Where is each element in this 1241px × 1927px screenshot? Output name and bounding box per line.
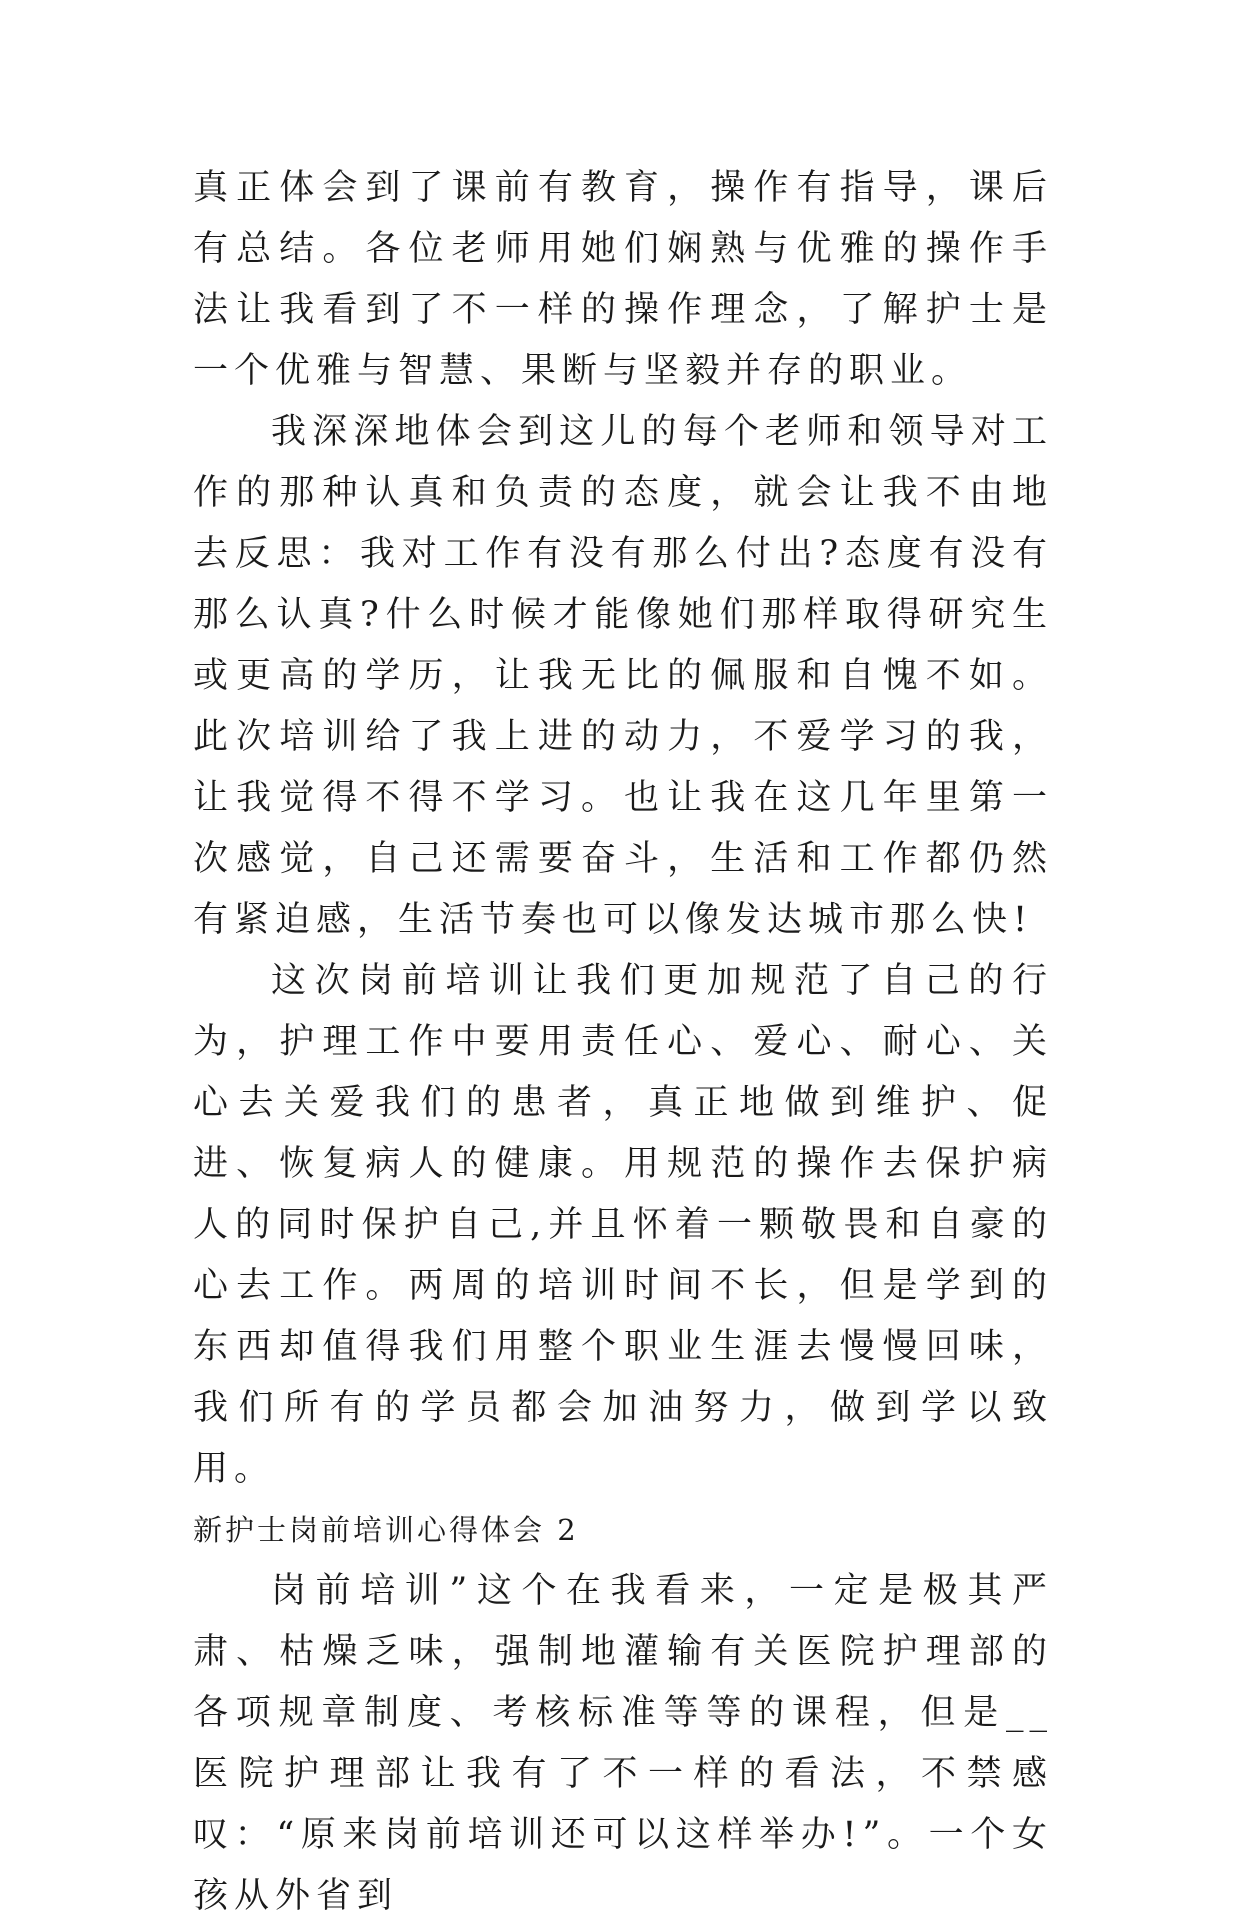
section-heading: 新护士岗前培训心得体会 2	[193, 1513, 579, 1547]
body-paragraph: 这次岗前培训让我们更加规范了自己的行为，护理工作中要用责任心、爱心、耐心、关心去关爱我们的患者，真正地做到维护、促进、恢复病人的健康。用规范的操作去保护病人的同时保护自己,并且怀着一颗敬畏和自豪的心去工作。两周的培训时间不长，但是学到的东西却值得我们用整个职业生涯去慢慢回味，我们所有的学员都会加油努力，做到学以致用。	[193, 961, 1053, 1489]
body-paragraph: 岗前培训”这个在我看来，一定是极其严肃、枯燥乏味，强制地灌输有关医院护理部的各项规章制度、考核标准等等的课程，但是__医院护理部让我有了不一样的看法，不禁感叹：“原来岗前培训还可以这样举办!”。一个女孩从外省到	[193, 1571, 1053, 1916]
body-paragraph: 真正体会到了课前有教育，操作有指导，课后有总结。各位老师用她们娴熟与优雅的操作手法让我看到了不一样的操作理念，了解护士是一个优雅与智慧、果断与坚毅并存的职业。	[193, 168, 1053, 391]
body-paragraph: 我深深地体会到这儿的每个老师和领导对工作的那种认真和负责的态度，就会让我不由地去反思：我对工作有没有那么付出?态度有没有那么认真?什么时候才能像她们那样取得研究生或更高的学历，让我无比的佩服和自愧不如。此次培训给了我上进的动力，不爱学习的我，让我觉得不得不学习。也让我在这几年里第一次感觉，自己还需要奋斗，生活和工作都仍然有紧迫感，生活节奏也可以像发达城市那么快!	[193, 412, 1053, 940]
document-body	[193, 158, 1053, 1927]
